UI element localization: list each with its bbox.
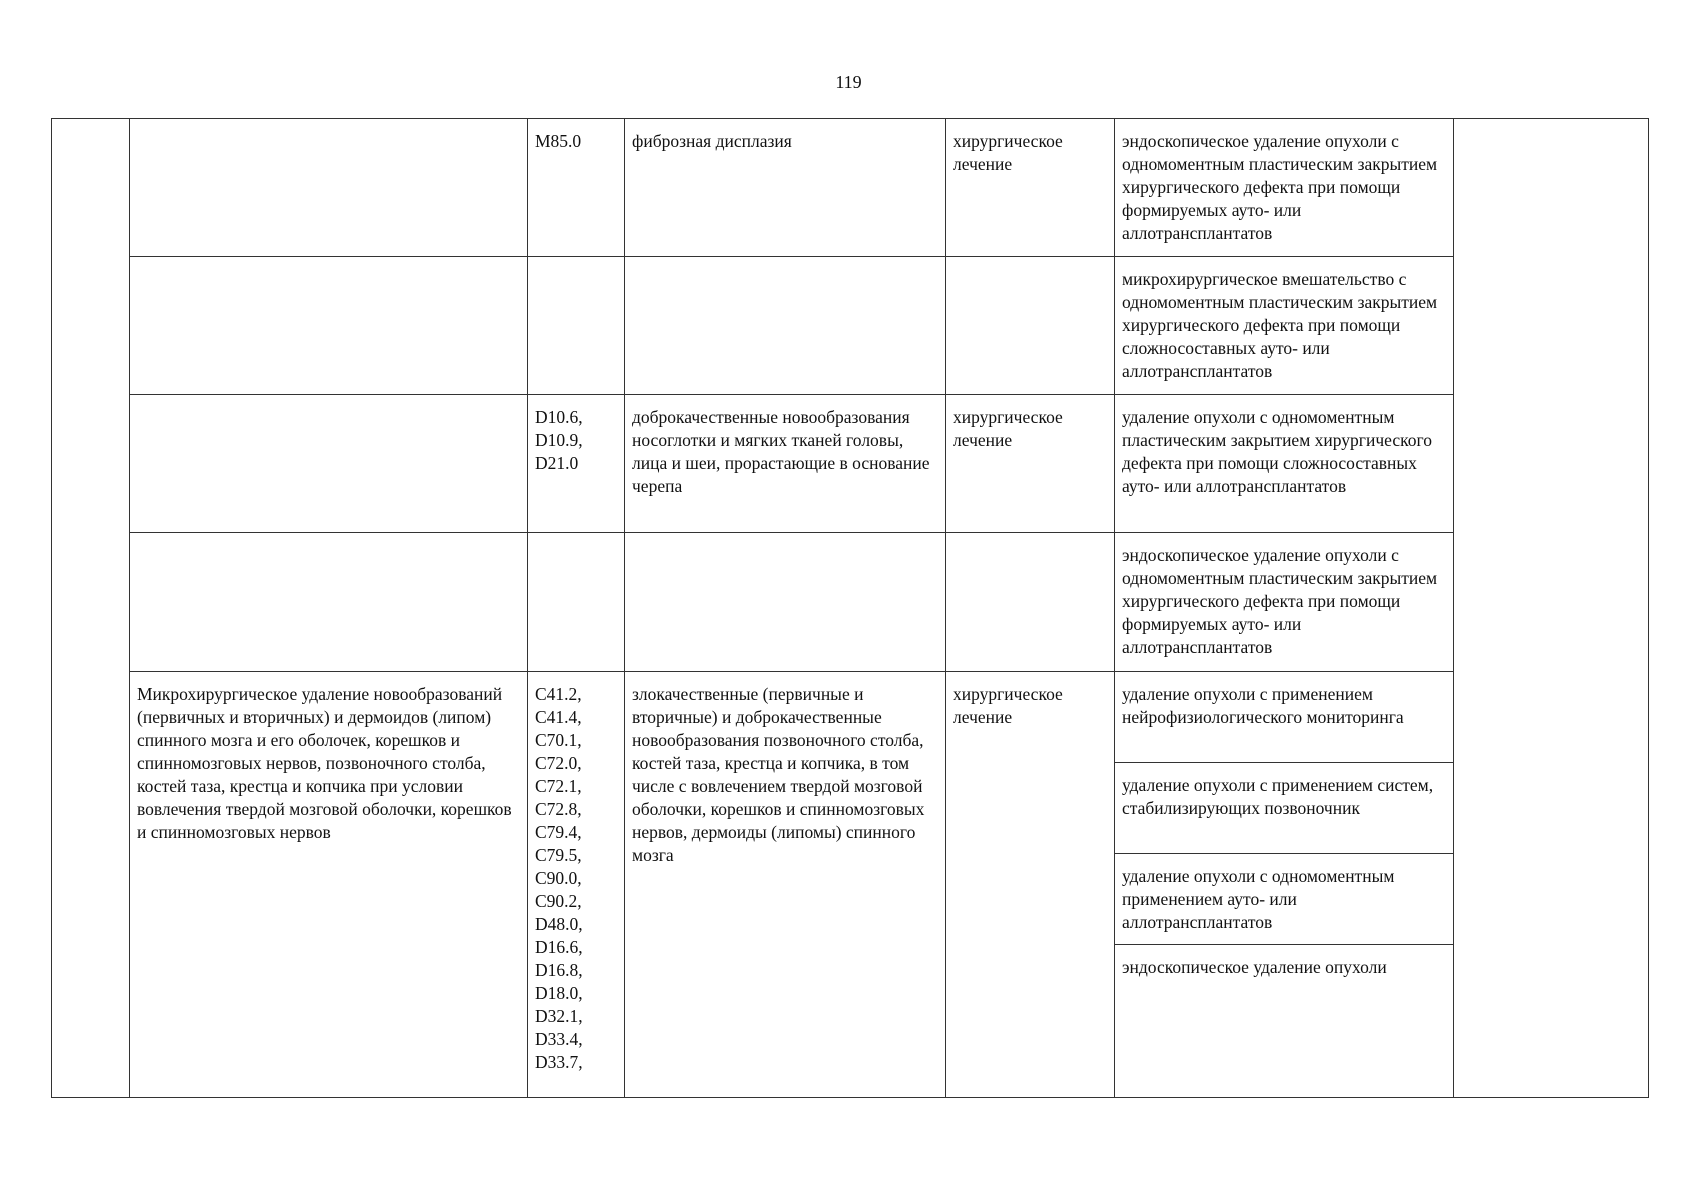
diagnosis-cell (625, 257, 946, 395)
icd-code: C90.2, (535, 890, 582, 911)
icd-code: D21.0 (535, 453, 579, 474)
method-cell (1115, 395, 1454, 533)
intervention-text: Микрохирургическое удаление новообразований (первичных и вторичных) и дермоидов (липом) спинного мозга и его оболочек, корешков и спинномозговых нервов, позвоночного столба, костей таза, крестца и копчика при условии вовлечения твердой мозговой оболочки, корешков и спинномозговых нервов (137, 683, 512, 842)
icd-code: C41.4, (535, 706, 582, 727)
icd-code: D10.9, (535, 430, 583, 451)
method-text: микрохирургическое вмешательство с одномоментным пластическим закрытием хирургического дефекта при помощи сложносоставных ауто- или аллотрансплантатов (1122, 269, 1438, 382)
table-row (52, 395, 1649, 533)
icd-code: D32.1, (535, 1005, 583, 1026)
method-text: удаление опухоли с одномоментным пластическим закрытием хирургического дефекта при помощи сложносоставных ауто- или аллотрансплантатов (1122, 407, 1432, 497)
icd-code: D16.8, (535, 959, 583, 980)
icd-code: C90.0, (535, 867, 582, 888)
diagnosis-text: доброкачественные новообразования носоглотки и мягких тканей головы, лица и шеи, прорастающие в основание черепа (632, 407, 930, 497)
treatment-type-cell (946, 119, 1115, 257)
icd-code: C79.5, (535, 844, 582, 865)
method-cell (1115, 944, 1454, 1097)
treatment-type-cell (946, 395, 1115, 533)
medical-care-table (51, 118, 1649, 1098)
method-cell (1115, 853, 1454, 944)
diagnosis-cell (625, 395, 946, 533)
diagnosis-cell (625, 533, 946, 671)
treatment-type-text: хирургическое лечение (953, 407, 1063, 451)
method-text: эндоскопическое удаление опухоли (1122, 956, 1387, 977)
icd-code: C41.2, (535, 683, 582, 704)
method-text: эндоскопическое удаление опухоли с одномоментным пластическим закрытием хирургического дефекта при помощи формируемых ауто- или аллотрансплантатов (1122, 545, 1438, 658)
icd-code: D33.7, (535, 1051, 583, 1072)
icd-code: D48.0, (535, 913, 583, 934)
table-row (52, 257, 1649, 395)
treatment-type-text: хирургическое лечение (953, 131, 1063, 174)
method-text: эндоскопическое удаление опухоли с одномоментным пластическим закрытием хирургического дефекта при помощи формируемых ауто- или аллотрансплантатов (1122, 131, 1438, 243)
method-cell (1115, 762, 1454, 853)
intervention-cell (130, 671, 528, 1097)
treatment-type-cell (946, 257, 1115, 395)
icd-code: D16.6, (535, 936, 583, 957)
icd-code: D33.4, (535, 1028, 583, 1049)
icd-code: D10.6, (535, 407, 583, 428)
code-cell (528, 533, 625, 671)
table-row (52, 671, 1649, 762)
icd-code: C72.8, (535, 798, 582, 819)
code-cell (528, 671, 625, 1097)
code-cell (528, 395, 625, 533)
code-cell (528, 119, 625, 257)
icd-code: C72.1, (535, 775, 582, 796)
diagnosis-cell (625, 119, 946, 257)
table-row (52, 119, 1649, 257)
page-number: 119 (835, 72, 862, 92)
treatment-type-text: хирургическое лечение (953, 683, 1063, 727)
method-cell (1115, 119, 1454, 257)
method-cell (1115, 257, 1454, 395)
method-text: удаление опухоли с применением нейрофизиологического мониторинга (1122, 683, 1404, 727)
intervention-cell (130, 533, 528, 671)
icd-code: D18.0, (535, 982, 583, 1003)
diagnosis-cell (625, 671, 946, 1097)
method-cell (1115, 533, 1454, 671)
table-row (52, 533, 1649, 671)
method-text: удаление опухоли с применением систем, стабилизирующих позвоночник (1122, 774, 1434, 818)
diagnosis-text: злокачественные (первичные и вторичные) и доброкачественные новообразования позвоночного столба, костей таза, крестца и копчика, в том числе с вовлечением твердой мозговой оболочки, корешков и спинномозговых нервов, дермоиды (липомы) спинного мозга (632, 683, 925, 865)
intervention-cell (130, 257, 528, 395)
treatment-type-cell (946, 533, 1115, 671)
diagnosis-text: фиброзная дисплазия (632, 131, 792, 151)
icd-code: M85.0 (535, 131, 582, 151)
treatment-type-cell (946, 671, 1115, 1097)
method-text: удаление опухоли с одномоментным применением ауто- или аллотрансплантатов (1122, 865, 1395, 932)
icd-code: C72.0, (535, 752, 582, 773)
method-cell (1115, 671, 1454, 762)
index-cell (52, 119, 130, 1098)
extra-cell (1454, 119, 1649, 1098)
intervention-cell (130, 395, 528, 533)
intervention-cell (130, 119, 528, 257)
code-cell (528, 257, 625, 395)
icd-code: C70.1, (535, 729, 582, 750)
icd-code: C79.4, (535, 821, 582, 842)
